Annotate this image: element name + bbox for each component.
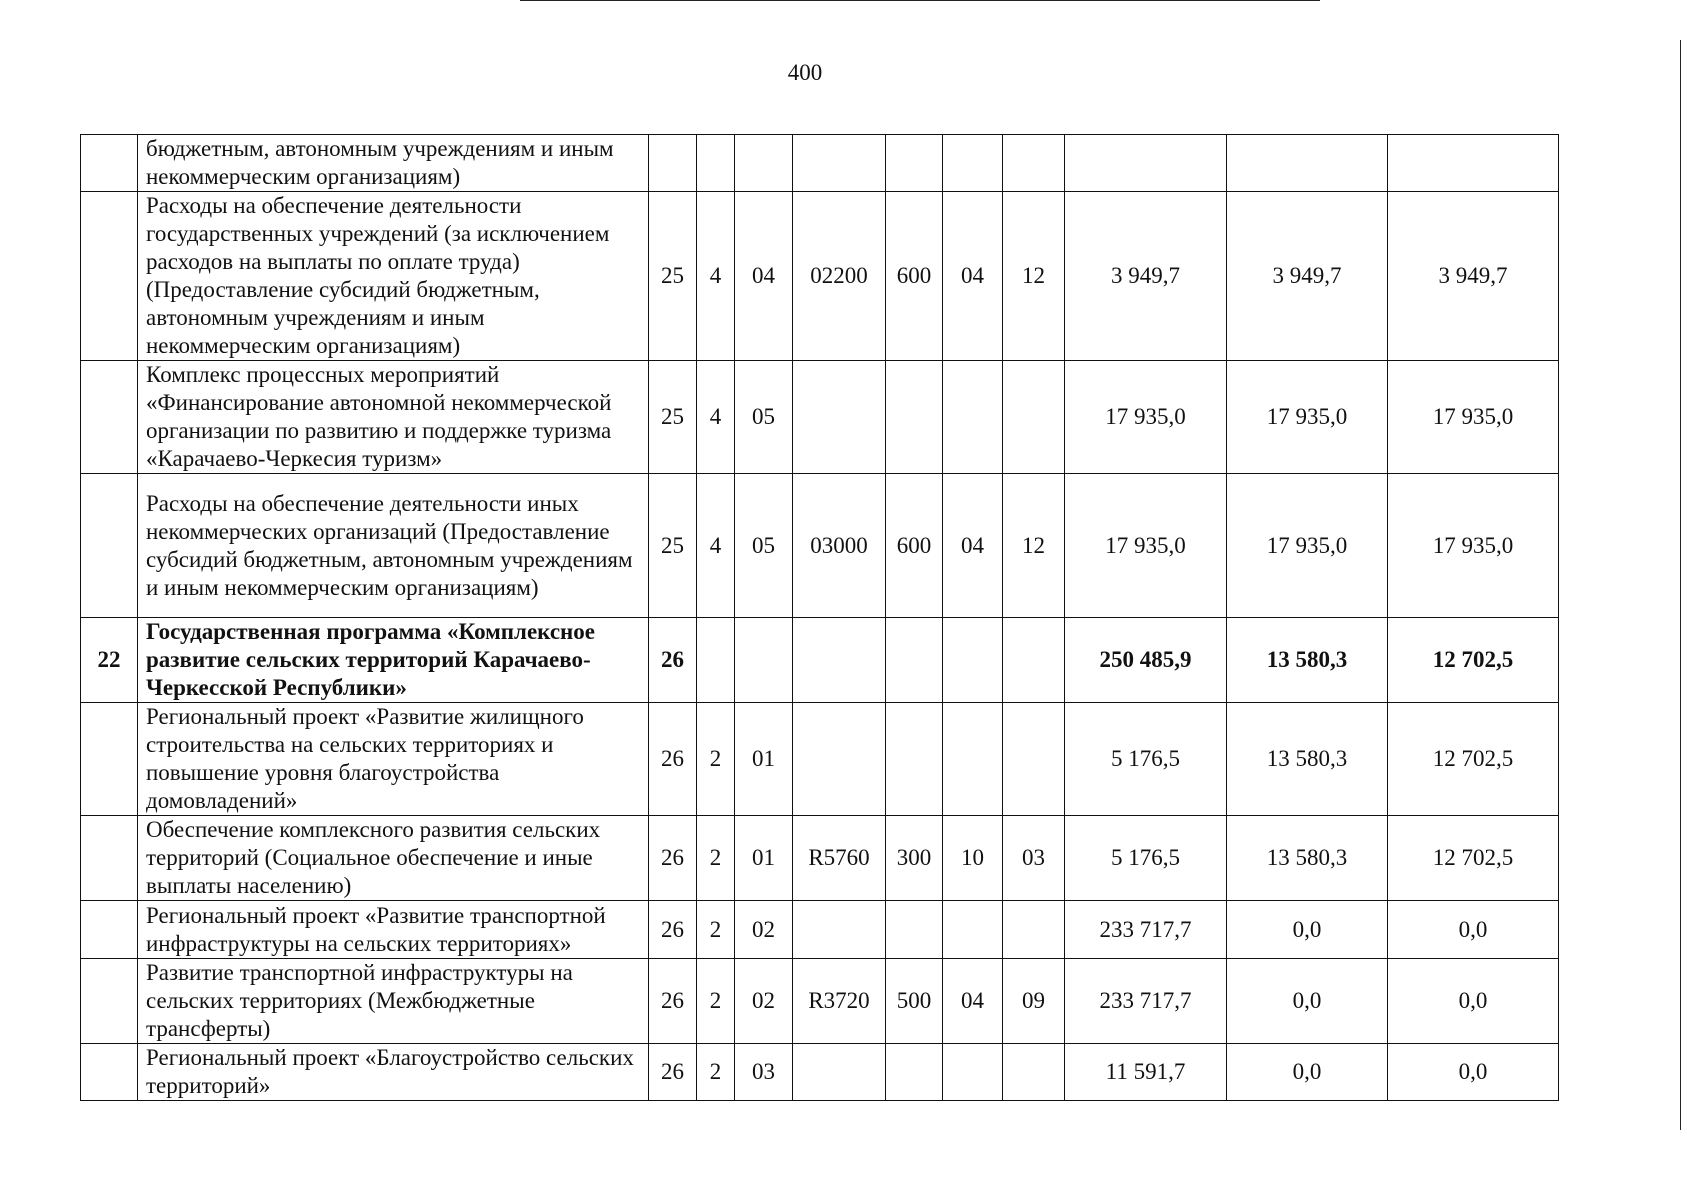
amount-2025-cell: 0,0 bbox=[1227, 959, 1388, 1044]
code-subsection-cell: 03 bbox=[1003, 816, 1065, 901]
code-expense-type-cell bbox=[886, 901, 943, 959]
code-subsection-cell bbox=[1003, 1044, 1065, 1101]
amount-2024-cell: 17 935,0 bbox=[1065, 474, 1227, 618]
code-gp-cell bbox=[649, 135, 697, 192]
table-row bbox=[81, 474, 1559, 618]
amount-2025-cell: 13 580,3 bbox=[1227, 618, 1388, 703]
code-direction-cell bbox=[793, 361, 886, 474]
row-number-cell: 22 bbox=[81, 618, 138, 703]
amount-2024-cell: 5 176,5 bbox=[1065, 703, 1227, 816]
code-expense-type-cell: 300 bbox=[886, 816, 943, 901]
amount-2025-cell: 13 580,3 bbox=[1227, 703, 1388, 816]
code-direction-cell: R5760 bbox=[793, 816, 886, 901]
amount-2026-cell: 12 702,5 bbox=[1388, 703, 1559, 816]
row-name-cell: Региональный проект «Благоустройство сельских территорий» bbox=[138, 1044, 649, 1101]
amount-2025-cell: 3 949,7 bbox=[1227, 192, 1388, 361]
code-subsection-cell bbox=[1003, 703, 1065, 816]
amount-2026-cell: 17 935,0 bbox=[1388, 474, 1559, 618]
amount-2025-cell: 17 935,0 bbox=[1227, 361, 1388, 474]
code-expense-type-cell: 500 bbox=[886, 959, 943, 1044]
amount-2026-cell: 12 702,5 bbox=[1388, 816, 1559, 901]
row-name-cell: Обеспечение комплексного развития сельских территорий (Социальное обеспечение и иные выплаты населению) bbox=[138, 816, 649, 901]
code-subsection-cell bbox=[1003, 618, 1065, 703]
code-sub-cell: 05 bbox=[735, 474, 793, 618]
table-row bbox=[81, 959, 1559, 1044]
code-direction-cell bbox=[793, 135, 886, 192]
amount-2026-cell: 12 702,5 bbox=[1388, 618, 1559, 703]
code-sub-cell bbox=[735, 618, 793, 703]
code-type-cell: 4 bbox=[697, 361, 735, 474]
row-number-cell bbox=[81, 901, 138, 959]
row-name-cell: бюджетным, автономным учреждениям и иным некоммерческим организациям) bbox=[138, 135, 649, 192]
code-sub-cell bbox=[735, 135, 793, 192]
code-type-cell bbox=[697, 618, 735, 703]
amount-2024-cell: 17 935,0 bbox=[1065, 361, 1227, 474]
table-row bbox=[81, 703, 1559, 816]
amount-2026-cell bbox=[1388, 135, 1559, 192]
code-gp-cell: 26 bbox=[649, 1044, 697, 1101]
table-row bbox=[81, 901, 1559, 959]
amount-2024-cell: 250 485,9 bbox=[1065, 618, 1227, 703]
code-expense-type-cell bbox=[886, 618, 943, 703]
code-section-cell: 04 bbox=[943, 959, 1003, 1044]
row-name-cell: Региональный проект «Развитие жилищного строительства на сельских территориях и повышение уровня благоустройства домовладений» bbox=[138, 703, 649, 816]
code-subsection-cell: 12 bbox=[1003, 192, 1065, 361]
amount-2024-cell: 233 717,7 bbox=[1065, 901, 1227, 959]
table-row bbox=[81, 361, 1559, 474]
code-subsection-cell bbox=[1003, 135, 1065, 192]
code-direction-cell: R3720 bbox=[793, 959, 886, 1044]
code-subsection-cell bbox=[1003, 901, 1065, 959]
code-sub-cell: 01 bbox=[735, 816, 793, 901]
row-number-cell bbox=[81, 703, 138, 816]
row-name-cell: Развитие транспортной инфраструктуры на сельских территориях (Межбюджетные трансферты) bbox=[138, 959, 649, 1044]
code-type-cell: 2 bbox=[697, 901, 735, 959]
amount-2026-cell: 3 949,7 bbox=[1388, 192, 1559, 361]
row-number-cell bbox=[81, 361, 138, 474]
amount-2024-cell: 5 176,5 bbox=[1065, 816, 1227, 901]
code-type-cell: 2 bbox=[697, 959, 735, 1044]
code-type-cell: 4 bbox=[697, 474, 735, 618]
code-section-cell bbox=[943, 618, 1003, 703]
row-number-cell bbox=[81, 816, 138, 901]
amount-2026-cell: 0,0 bbox=[1388, 901, 1559, 959]
code-subsection-cell: 12 bbox=[1003, 474, 1065, 618]
code-sub-cell: 04 bbox=[735, 192, 793, 361]
code-section-cell bbox=[943, 901, 1003, 959]
scan-line-top bbox=[520, 0, 1320, 1]
row-name-cell: Региональный проект «Развитие транспортной инфраструктуры на сельских территориях» bbox=[138, 901, 649, 959]
code-direction-cell bbox=[793, 1044, 886, 1101]
code-sub-cell: 05 bbox=[735, 361, 793, 474]
row-name-cell: Расходы на обеспечение деятельности иных некоммерческих организаций (Предоставление субсидий бюджетным, автономным учреждениям и иным некоммерческим организациям) bbox=[138, 474, 649, 618]
amount-2024-cell: 233 717,7 bbox=[1065, 959, 1227, 1044]
code-gp-cell: 25 bbox=[649, 192, 697, 361]
code-expense-type-cell bbox=[886, 135, 943, 192]
amount-2025-cell bbox=[1227, 135, 1388, 192]
amount-2025-cell: 0,0 bbox=[1227, 1044, 1388, 1101]
amount-2024-cell bbox=[1065, 135, 1227, 192]
code-expense-type-cell bbox=[886, 361, 943, 474]
row-number-cell bbox=[81, 474, 138, 618]
code-section-cell bbox=[943, 703, 1003, 816]
amount-2025-cell: 0,0 bbox=[1227, 901, 1388, 959]
code-sub-cell: 03 bbox=[735, 1044, 793, 1101]
code-subsection-cell bbox=[1003, 361, 1065, 474]
code-section-cell bbox=[943, 135, 1003, 192]
code-section-cell bbox=[943, 1044, 1003, 1101]
scan-edge-right bbox=[1680, 40, 1681, 1130]
row-name-cell: Расходы на обеспечение деятельности государственных учреждений (за исключением расходов на выплаты по оплате труда) (Предоставление субсидий бюджетным, автономным учреждениям и иным некоммерческим организациям) bbox=[138, 192, 649, 361]
table-row bbox=[81, 1044, 1559, 1101]
code-direction-cell: 02200 bbox=[793, 192, 886, 361]
code-sub-cell: 01 bbox=[735, 703, 793, 816]
amount-2025-cell: 13 580,3 bbox=[1227, 816, 1388, 901]
table-row bbox=[81, 192, 1559, 361]
row-number-cell bbox=[81, 135, 138, 192]
code-direction-cell bbox=[793, 618, 886, 703]
row-name-cell: Комплекс процессных мероприятий «Финансирование автономной некоммерческой организации по развитию и поддержке туризма «Карачаево-Черкесия туризм» bbox=[138, 361, 649, 474]
amount-2026-cell: 0,0 bbox=[1388, 1044, 1559, 1101]
row-number-cell bbox=[81, 959, 138, 1044]
table-row bbox=[81, 618, 1559, 703]
code-type-cell bbox=[697, 135, 735, 192]
amount-2025-cell: 17 935,0 bbox=[1227, 474, 1388, 618]
amount-2026-cell: 17 935,0 bbox=[1388, 361, 1559, 474]
code-gp-cell: 25 bbox=[649, 361, 697, 474]
code-direction-cell bbox=[793, 901, 886, 959]
table-row bbox=[81, 135, 1559, 192]
code-gp-cell: 26 bbox=[649, 618, 697, 703]
code-direction-cell: 03000 bbox=[793, 474, 886, 618]
code-gp-cell: 26 bbox=[649, 816, 697, 901]
code-sub-cell: 02 bbox=[735, 959, 793, 1044]
code-expense-type-cell: 600 bbox=[886, 192, 943, 361]
amount-2024-cell: 3 949,7 bbox=[1065, 192, 1227, 361]
budget-table bbox=[80, 134, 1559, 1101]
amount-2024-cell: 11 591,7 bbox=[1065, 1044, 1227, 1101]
table-row bbox=[81, 816, 1559, 901]
table-body bbox=[81, 135, 1559, 1101]
code-expense-type-cell bbox=[886, 1044, 943, 1101]
row-name-cell: Государственная программа «Комплексное развитие сельских территорий Карачаево-Черкесской Республики» bbox=[138, 618, 649, 703]
code-type-cell: 2 bbox=[697, 1044, 735, 1101]
amount-2026-cell: 0,0 bbox=[1388, 959, 1559, 1044]
code-expense-type-cell: 600 bbox=[886, 474, 943, 618]
code-direction-cell bbox=[793, 703, 886, 816]
code-gp-cell: 25 bbox=[649, 474, 697, 618]
code-expense-type-cell bbox=[886, 703, 943, 816]
code-subsection-cell: 09 bbox=[1003, 959, 1065, 1044]
code-section-cell: 04 bbox=[943, 192, 1003, 361]
row-number-cell bbox=[81, 192, 138, 361]
row-number-cell bbox=[81, 1044, 138, 1101]
code-section-cell: 04 bbox=[943, 474, 1003, 618]
code-type-cell: 4 bbox=[697, 192, 735, 361]
code-type-cell: 2 bbox=[697, 703, 735, 816]
code-sub-cell: 02 bbox=[735, 901, 793, 959]
page-number: 400 bbox=[787, 60, 823, 85]
code-gp-cell: 26 bbox=[649, 901, 697, 959]
code-section-cell: 10 bbox=[943, 816, 1003, 901]
code-gp-cell: 26 bbox=[649, 703, 697, 816]
code-gp-cell: 26 bbox=[649, 959, 697, 1044]
code-type-cell: 2 bbox=[697, 816, 735, 901]
code-section-cell bbox=[943, 361, 1003, 474]
